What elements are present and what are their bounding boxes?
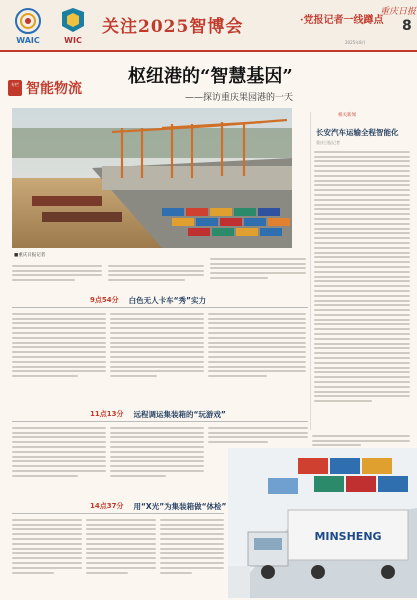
column-tag bbox=[8, 80, 22, 96]
body-text-block bbox=[110, 310, 204, 405]
wic-logo-icon bbox=[54, 6, 92, 46]
truck-container-label: MINSHENG bbox=[314, 530, 382, 543]
container-truck-image bbox=[228, 448, 417, 598]
body-text-block bbox=[110, 424, 204, 496]
section-rule bbox=[12, 307, 308, 308]
headline: 枢纽港的“智慧基因” bbox=[128, 66, 293, 87]
column-tag-label: 专栏 bbox=[11, 82, 19, 87]
body-text-block bbox=[12, 262, 102, 292]
section-time: 11点13分 bbox=[90, 410, 124, 418]
section-time: 9点54分 bbox=[90, 296, 119, 304]
page-number: 8 bbox=[402, 18, 412, 34]
body-text-block bbox=[208, 310, 306, 405]
body-text-block bbox=[86, 516, 156, 590]
body-text-block bbox=[108, 262, 204, 292]
header-title: 关注2025智博会 bbox=[102, 17, 244, 37]
body-text-block bbox=[12, 424, 106, 496]
related-news-tag: 相关新闻 bbox=[338, 113, 356, 118]
related-news-title: 长安汽车运输全程智能化 bbox=[316, 128, 399, 137]
body-text-block bbox=[160, 516, 224, 590]
section-title: 白色无人卡车“秀”实力 bbox=[128, 295, 206, 305]
subheadline: ——探访重庆果园港的一天 bbox=[185, 93, 294, 103]
photo-caption: ■重庆日报记者 bbox=[14, 253, 46, 258]
header-subtitle: ·党报记者一线蹲点 bbox=[300, 15, 384, 26]
section-title: 用“X光”为集装箱做“体检” bbox=[133, 501, 227, 511]
wic-logo-text: WIC bbox=[64, 36, 82, 45]
body-text-block bbox=[210, 255, 306, 291]
waic-logo-text: WAIC bbox=[16, 36, 40, 45]
waic-logo-icon bbox=[6, 4, 50, 46]
related-news-byline: 重庆日报记者 bbox=[316, 140, 340, 145]
section-rule bbox=[12, 421, 308, 422]
body-text-block bbox=[12, 310, 106, 405]
paper-name: 重庆日报 bbox=[380, 7, 417, 17]
section-time: 14点37分 bbox=[90, 502, 124, 510]
section-title: 远程调运集装箱的“玩游戏” bbox=[133, 409, 226, 419]
port-photo bbox=[12, 108, 292, 248]
related-news-body bbox=[314, 148, 410, 428]
section-head-2 bbox=[90, 408, 310, 420]
section-rule bbox=[12, 513, 224, 514]
header-date: 2025年8月 bbox=[345, 40, 366, 45]
section-head-1 bbox=[90, 294, 300, 306]
body-text-block bbox=[12, 516, 82, 590]
column-name: 智能物流 bbox=[26, 81, 82, 97]
